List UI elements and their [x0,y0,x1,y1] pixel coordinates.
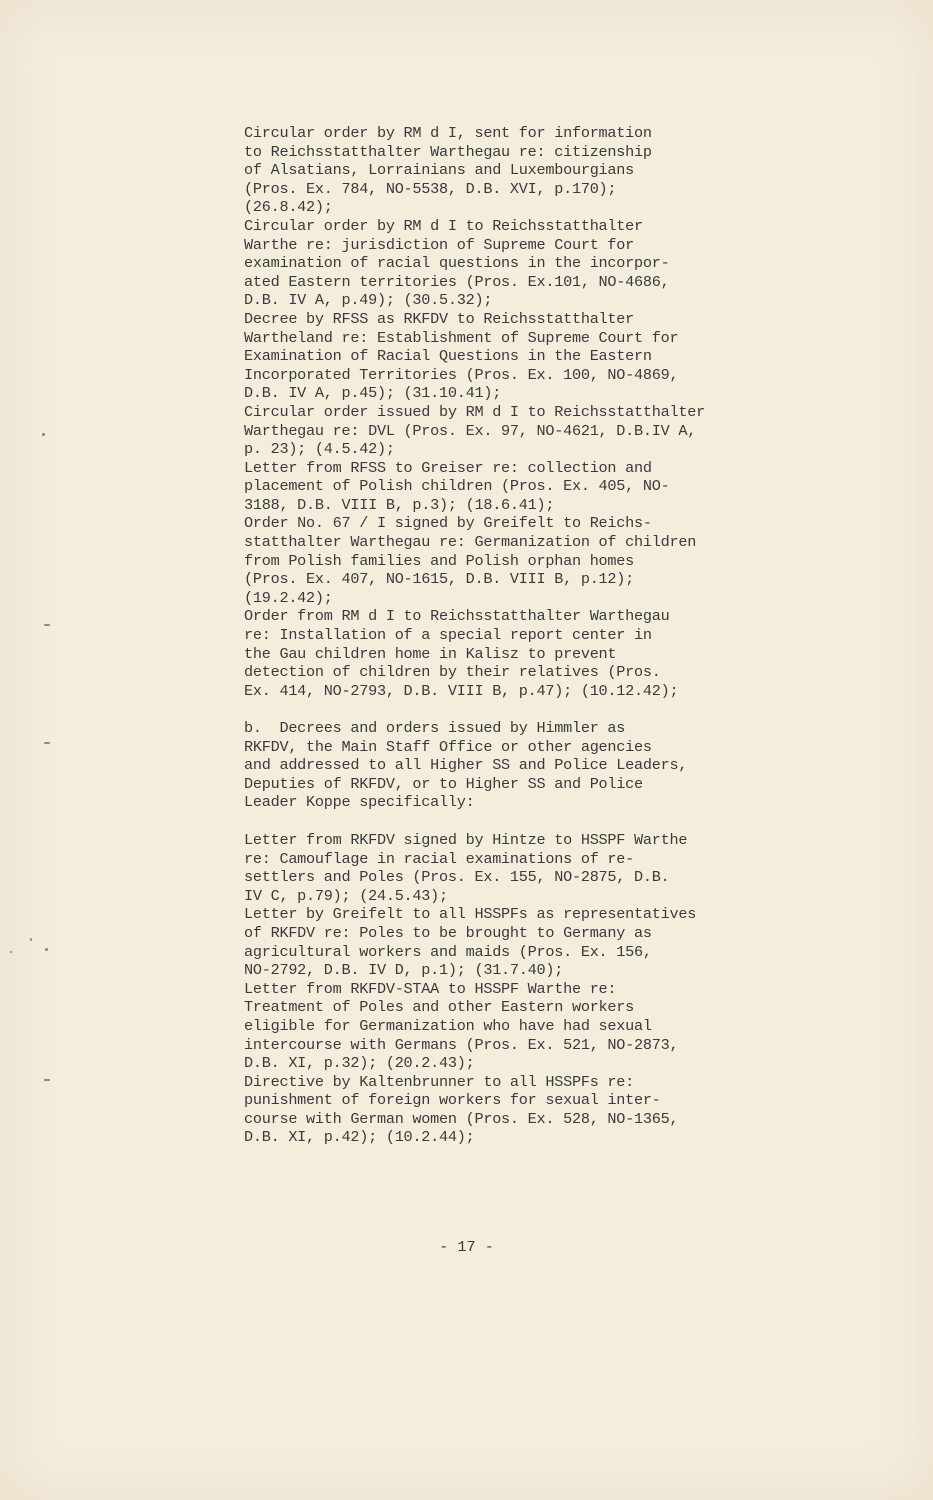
entry-dvl-circular: Circular order issued by RM d I to Reichsstatthalter Warthegau re: DVL (Pros. Ex. 97, NO-4621, D.B.IV A, p. 23); (4.5.42); [244,402,705,459]
margin-mark [44,742,50,744]
entry-kalisz-report-center: Order from RM d I to Reichsstatthalter Warthegau re: Installation of a special report center in the Gau children home in Kalisz to prevent detection of children by their relatives (Pros. Ex. 414, NO-2793, D.B. VIII B, p.47); (10.12.42); [244,607,679,700]
entry-poles-agricultural-workers: Letter by Greifelt to all HSSPFs as representatives of RKFDV re: Poles to be brought to Germany as agricultural workers and maids (Pros. Ex. 156, NO-2792, D.B. IV D, p.1); (31.7.40); [244,905,697,980]
margin-mark [42,433,45,436]
entry-order-67-germanization: Order No. 67 / I signed by Greifelt to Reichs- statthalter Warthegau re: Germanization of children from Polish families and Polish orphan homes (Pros. Ex. 407, NO-1615, D.B. VIII B, p.12); (19.2.42); [244,514,697,607]
page-number: - 17 - [439,1238,494,1256]
margin-mark [44,624,50,626]
margin-mark [44,1079,50,1081]
entry-camouflage-racial-exams: Letter from RKFDV signed by Hintze to HSSPF Warthe re: Camouflage in racial examinations of re- settlers and Poles (Pros. Ex. 155, NO-2875, D.B. IV C, p.79); (24.5.43); [244,830,688,905]
entry-citizenship-alsatians: Circular order by RM d I, sent for information to Reichsstatthalter Warthegau re: citizenship of Alsatians, Lorrainians and Luxembourgians (Pros. Ex. 784, NO-5538, D.B. XVI, p.170); (26.8.42); [244,124,652,217]
entry-list-a [244,124,784,700]
entry-establishment-supreme-court: Decree by RFSS as RKFDV to Reichsstatthalter Wartheland re: Establishment of Supreme Court for Examination of Racial Questions in the Eastern Incorporated Territories (Pros. Ex. 100, NO-4869, D.B. IV A, p.45); (31.10.41); [244,309,679,403]
margin-mark [45,948,48,951]
margin-mark [10,951,12,953]
document-body [244,124,784,1147]
section-b-heading: b. Decrees and orders issued by Himmler as RKFDV, the Main Staff Office or other agencies and addressed to all Higher SS and Police Leaders, Deputies of RKFDV, or to Higher SS and Police Leader Koppe specifically: [244,719,688,812]
entry-jurisdiction-supreme-court: Circular order by RM d I to Reichsstatthalter Warthe re: jurisdiction of Supreme Court for examination of racial questions in the incorpor- ated Eastern territories (Pros. Ex.101, NO-4686, D.B. IV A, p.49); (30.5.32); [244,216,670,310]
entry-kaltenbrunner-directive: Directive by Kaltenbrunner to all HSSPFs re: punishment of foreign workers for sexual inter- course with German women (Pros. Ex. 528, NO-1365, D.B. XI, p.42); (10.2.44); [244,1072,679,1147]
entry-treatment-eastern-workers: Letter from RKFDV-STAA to HSSPF Warthe re: Treatment of Poles and other Eastern workers eligible for Germanization who have had sexual intercourse with Germans (Pros. Ex. 521, NO-2873, D.B. XI, p.32); (20.2.43); [244,979,679,1073]
entry-list-b [244,831,784,1147]
margin-mark [30,938,32,941]
entry-polish-children-collection: Letter from RFSS to Greiser re: collection and placement of Polish children (Pros. Ex. 405, NO- 3188, D.B. VIII B, p.3); (18.6.41); [244,458,670,514]
